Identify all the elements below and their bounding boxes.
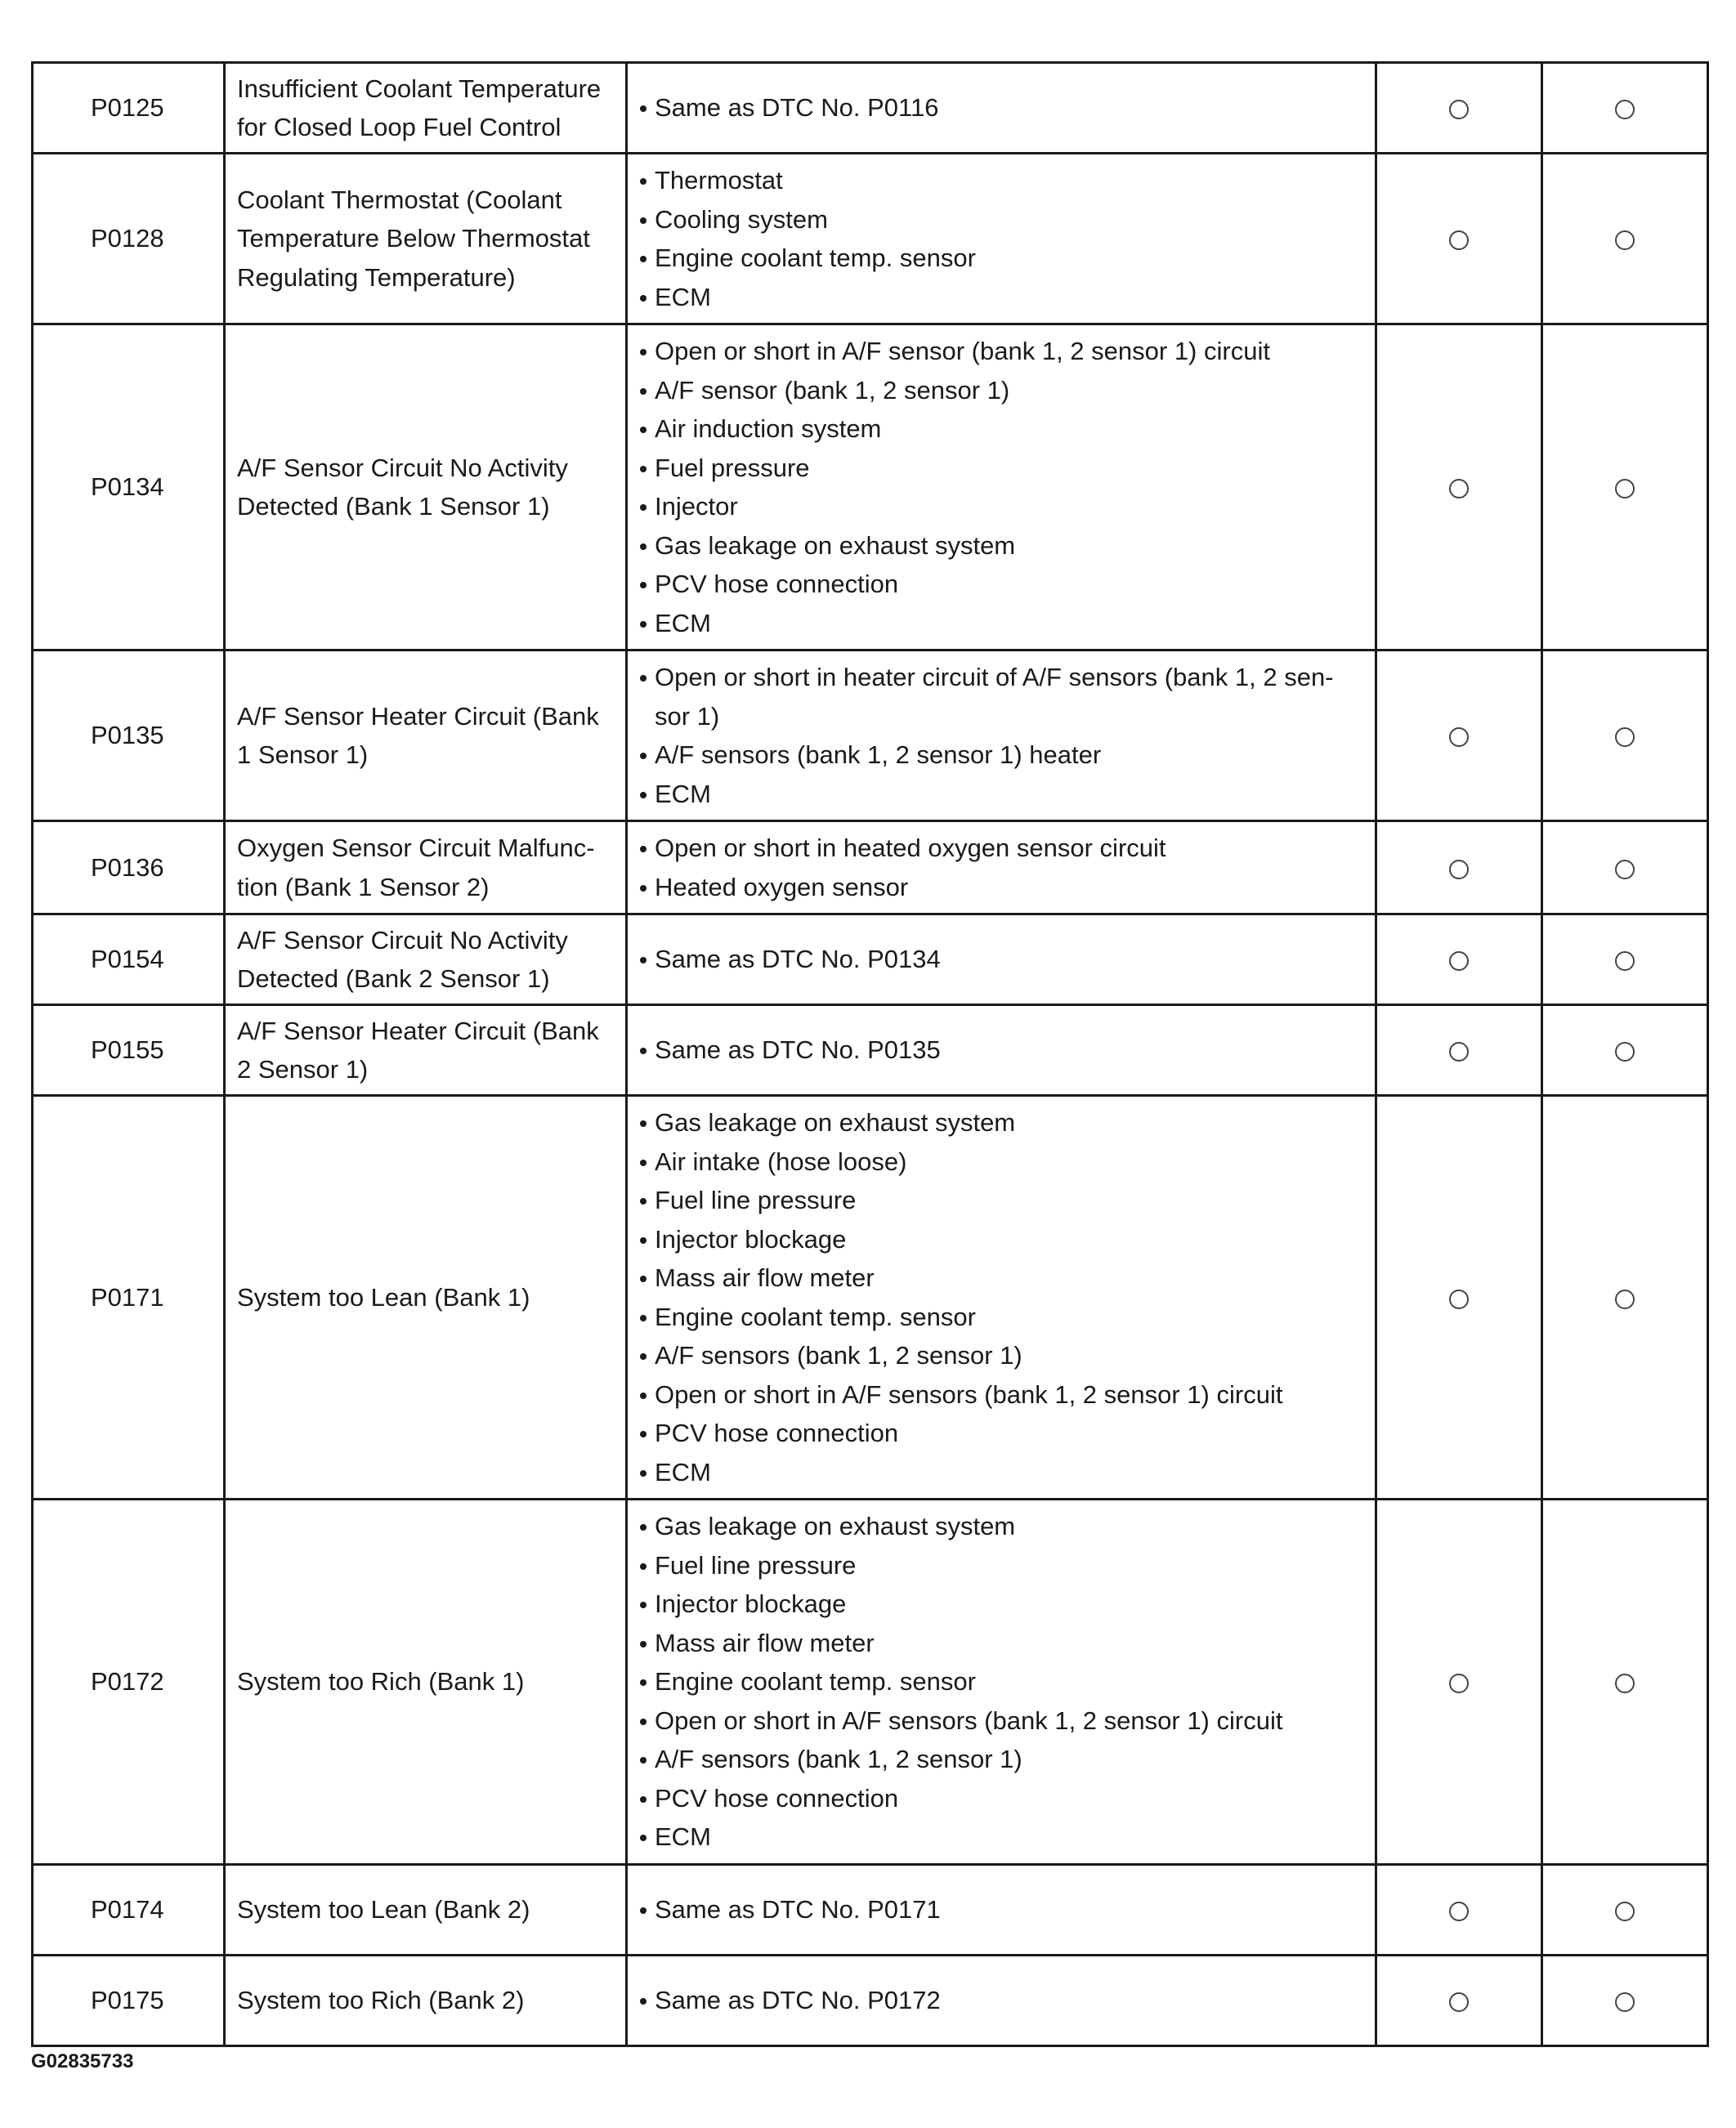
mil-mark [1376,914,1542,1005]
trouble-area-list [636,1030,1367,1070]
trouble-area-list [636,1103,1367,1491]
mil-mark [1376,821,1542,914]
table-row [33,1864,1708,1955]
detection-item: System too Lean (Bank 2) [225,1864,627,1955]
circle-mark-icon [1615,860,1635,879]
memory-mark [1542,1005,1708,1096]
detection-item: System too Rich (Bank 2) [225,1955,627,2045]
circle-mark-icon [1615,1992,1635,2012]
memory-mark [1542,63,1708,154]
mil-mark [1376,650,1542,821]
dtc-code: P0171 [33,1096,225,1500]
trouble-area-list [636,332,1367,642]
dtc-code: P0128 [33,154,225,324]
list-item: PCV hose connection [636,1414,1367,1453]
circle-mark-icon [1615,1042,1635,1062]
table-row [33,1500,1708,1865]
detection-item: Oxygen Sensor Circuit Malfunc- tion (Bank 1 Sensor 2) [225,821,627,914]
list-item: Fuel line pressure [636,1546,1367,1585]
table-row [33,324,1708,650]
circle-mark-icon [1615,1902,1635,1921]
circle-mark-icon [1449,479,1469,498]
trouble-area-list [636,161,1367,316]
trouble-area [627,1955,1376,2045]
circle-mark-icon [1449,1290,1469,1309]
memory-mark [1542,821,1708,914]
table-row [33,1955,1708,2045]
memory-mark [1542,1955,1708,2045]
mil-mark [1376,324,1542,650]
dtc-code: P0155 [33,1005,225,1096]
circle-mark-icon [1449,1042,1469,1062]
circle-mark-icon [1449,860,1469,879]
circle-mark-icon [1615,230,1635,250]
list-item: Open or short in heated oxygen sensor circuit [636,829,1367,868]
memory-mark [1542,1500,1708,1865]
list-item: ECM [636,604,1367,643]
circle-mark-icon [1449,100,1469,119]
dtc-code: P0174 [33,1864,225,1955]
circle-mark-icon [1615,479,1635,498]
circle-mark-icon [1615,1674,1635,1693]
table-row [33,650,1708,821]
memory-mark [1542,154,1708,324]
table-row [33,821,1708,914]
table-row [33,1096,1708,1500]
mil-mark [1376,63,1542,154]
trouble-area [627,821,1376,914]
detection-item: System too Rich (Bank 1) [225,1500,627,1865]
list-item: Open or short in heater circuit of A/F sensors (bank 1, 2 sen- sor 1) [636,658,1367,735]
list-item: A/F sensors (bank 1, 2 sensor 1) heater [636,735,1367,775]
trouble-area-list [636,1981,1367,2020]
detection-item: Insufficient Coolant Temperature for Closed Loop Fuel Control [225,63,627,154]
table-row [33,914,1708,1005]
dtc-code: P0135 [33,650,225,821]
list-item: Gas leakage on exhaust system [636,526,1367,566]
list-item: Air induction system [636,409,1367,449]
list-item: Gas leakage on exhaust system [636,1103,1367,1142]
list-item: Same as DTC No. P0135 [636,1030,1367,1070]
trouble-area [627,1500,1376,1865]
dtc-code: P0172 [33,1500,225,1865]
list-item: Same as DTC No. P0116 [636,88,1367,127]
dtc-code: P0136 [33,821,225,914]
dtc-code: P0154 [33,914,225,1005]
list-item: PCV hose connection [636,565,1367,604]
dtc-table [31,61,1709,2047]
circle-mark-icon [1449,230,1469,250]
trouble-area [627,1864,1376,1955]
dtc-code: P0175 [33,1955,225,2045]
memory-mark [1542,324,1708,650]
list-item: PCV hose connection [636,1779,1367,1818]
list-item: A/F sensors (bank 1, 2 sensor 1) [636,1740,1367,1779]
list-item: Open or short in A/F sensors (bank 1, 2 sensor 1) circuit [636,1701,1367,1741]
trouble-area-list [636,829,1367,906]
list-item: Same as DTC No. P0171 [636,1890,1367,1929]
list-item: Engine coolant temp. sensor [636,1662,1367,1701]
trouble-area [627,1005,1376,1096]
trouble-area [627,650,1376,821]
memory-mark [1542,1096,1708,1500]
list-item: Injector blockage [636,1585,1367,1624]
detection-item: A/F Sensor Heater Circuit (Bank 1 Sensor 1) [225,650,627,821]
circle-mark-icon [1449,951,1469,971]
list-item: Injector blockage [636,1220,1367,1259]
dtc-code: P0134 [33,324,225,650]
list-item: Mass air flow meter [636,1258,1367,1298]
list-item: Air intake (hose loose) [636,1142,1367,1182]
circle-mark-icon [1449,1902,1469,1921]
circle-mark-icon [1449,1674,1469,1693]
table-row [33,154,1708,324]
list-item: ECM [636,775,1367,814]
circle-mark-icon [1449,1992,1469,2012]
circle-mark-icon [1615,727,1635,747]
mil-mark [1376,1005,1542,1096]
list-item: Same as DTC No. P0134 [636,940,1367,979]
trouble-area [627,1096,1376,1500]
detection-item: System too Lean (Bank 1) [225,1096,627,1500]
trouble-area [627,914,1376,1005]
figure-id: G02835733 [31,2050,134,2072]
table-row [33,1005,1708,1096]
memory-mark [1542,650,1708,821]
circle-mark-icon [1615,951,1635,971]
mil-mark [1376,1864,1542,1955]
list-item: Fuel pressure [636,449,1367,488]
mil-mark [1376,1955,1542,2045]
table-row [33,63,1708,154]
trouble-area-list [636,1890,1367,1929]
circle-mark-icon [1615,100,1635,119]
memory-mark [1542,914,1708,1005]
detection-item: Coolant Thermostat (Coolant Temperature Below Thermostat Regulating Temperature) [225,154,627,324]
mil-mark [1376,154,1542,324]
list-item: A/F sensors (bank 1, 2 sensor 1) [636,1336,1367,1375]
trouble-area-list [636,940,1367,979]
trouble-area [627,63,1376,154]
trouble-area-list [636,88,1367,127]
list-item: ECM [636,1453,1367,1492]
detection-item: A/F Sensor Heater Circuit (Bank 2 Sensor 1) [225,1005,627,1096]
trouble-area [627,324,1376,650]
circle-mark-icon [1615,1290,1635,1309]
memory-mark [1542,1864,1708,1955]
mil-mark [1376,1500,1542,1865]
list-item: ECM [636,278,1367,317]
list-item: Fuel line pressure [636,1181,1367,1220]
mil-mark [1376,1096,1542,1500]
list-item: Cooling system [636,200,1367,239]
detection-item: A/F Sensor Circuit No Activity Detected (Bank 1 Sensor 1) [225,324,627,650]
trouble-area [627,154,1376,324]
list-item: Engine coolant temp. sensor [636,1298,1367,1337]
list-item: Mass air flow meter [636,1624,1367,1663]
list-item: Injector [636,487,1367,526]
trouble-area-list [636,1507,1367,1857]
trouble-area-list [636,658,1367,813]
list-item: Same as DTC No. P0172 [636,1981,1367,2020]
list-item: ECM [636,1817,1367,1857]
list-item: Gas leakage on exhaust system [636,1507,1367,1546]
list-item: Open or short in A/F sensor (bank 1, 2 sensor 1) circuit [636,332,1367,371]
dtc-code: P0125 [33,63,225,154]
list-item: Thermostat [636,161,1367,200]
list-item: A/F sensor (bank 1, 2 sensor 1) [636,371,1367,410]
list-item: Engine coolant temp. sensor [636,239,1367,278]
detection-item: A/F Sensor Circuit No Activity Detected (Bank 2 Sensor 1) [225,914,627,1005]
list-item: Open or short in A/F sensors (bank 1, 2 sensor 1) circuit [636,1375,1367,1415]
list-item: Heated oxygen sensor [636,868,1367,907]
circle-mark-icon [1449,727,1469,747]
